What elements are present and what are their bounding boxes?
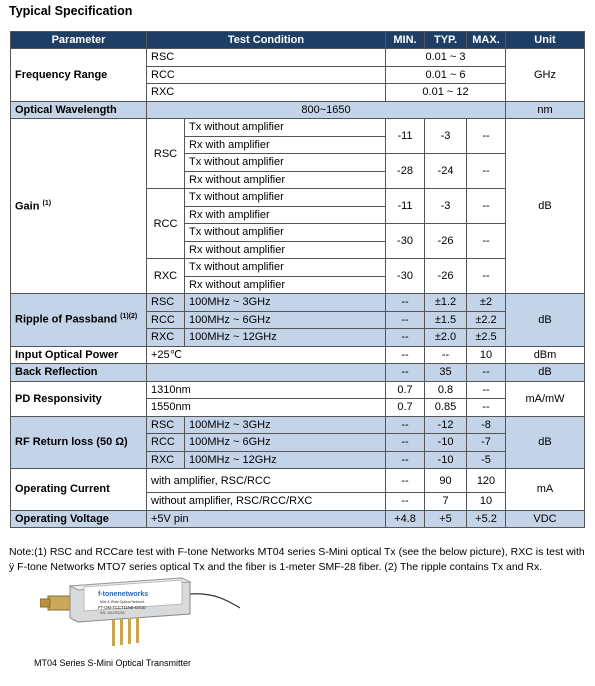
cell-unit: dB [506,364,585,382]
cell-code: RSC [147,416,185,434]
pin [120,619,123,645]
cell-typ: -- [425,346,467,364]
cell-max: -8 [467,416,506,434]
cell-min: -30 [386,259,425,294]
cell-range: 100MHz ~ 6GHz [185,311,386,329]
cell-typ: 0.01 ~ 3 [386,49,506,67]
cell-typ: -26 [425,259,467,294]
cell-typ: -26 [425,224,467,259]
cell-code: RCC [147,311,185,329]
table-row [11,101,585,119]
header-test-condition: Test Condition [147,32,386,49]
label-line: Mini & Wide Optical Network [100,600,145,604]
cell-cond: Tx without amplifier [185,224,386,242]
header-max: MAX. [467,32,506,49]
cell-typ: 90 [425,469,467,493]
cell-min: -- [386,329,425,347]
cell-min: -- [386,311,425,329]
table-row [11,510,585,528]
cell-range: 100MHz ~ 6GHz [185,434,386,452]
cell-cond: Tx without amplifier [185,259,386,277]
param-back-reflection: Back Reflection [11,364,147,382]
cell-typ: -3 [425,189,467,224]
cell-typ: 7 [425,493,467,511]
cell-unit: mA/mW [506,381,585,416]
cell-range: 100MHz ~ 12GHz [185,329,386,347]
gain-group-label: RXC [147,259,185,294]
cell-cond: RCC [147,66,386,84]
cell-max: -- [467,399,506,417]
cell-min: -- [386,434,425,452]
table-row [11,381,585,399]
cell-max: +5.2 [467,510,506,528]
cell-cond: Tx without amplifier [185,189,386,207]
cell-min: -11 [386,189,425,224]
cell-max: -5 [467,451,506,469]
pin [128,618,131,644]
fiber-cable [190,594,240,608]
pin [112,620,115,646]
cell-cond: Tx without amplifier [185,154,386,172]
cell-cond [147,364,386,382]
cell-cond: RXC [147,84,386,102]
cell-code: RSC [147,294,185,312]
cell-code: RCC [147,434,185,452]
cell-typ: +5 [425,510,467,528]
photo-caption: MT04 Series S-Mini Optical Transmitter [34,658,192,668]
cell-max: ±2.2 [467,311,506,329]
cell-typ: ±1.2 [425,294,467,312]
label-line: S/N: 1811001234 [100,611,125,615]
cell-min: -- [386,493,425,511]
cell-cond: Rx with amplifier [185,136,386,154]
cell-unit: dB [506,119,585,294]
header-typ: TYP. [425,32,467,49]
cell-max: -- [467,364,506,382]
param-operating-voltage: Operating Voltage [11,510,147,528]
cell-max: -7 [467,434,506,452]
cell-unit: VDC [506,510,585,528]
footnote-ref: (1) [42,199,52,207]
cell-typ: 0.85 [425,399,467,417]
cell-max: -- [467,154,506,189]
cell-max: -- [467,119,506,154]
cell-typ: -24 [425,154,467,189]
gain-group-label: RSC [147,119,185,189]
cell-cond: Rx without amplifier [185,241,386,259]
cell-cond: without amplifier, RSC/RCC/RXC [147,493,386,511]
cell-typ: -3 [425,119,467,154]
footnote-ref: (1)(2) [120,313,138,321]
cell-cond: Rx without amplifier [185,276,386,294]
cell-min: 0.7 [386,399,425,417]
cell-min: +4.8 [386,510,425,528]
label-line: FT-OM-TCCT11NE-DS10 [98,605,146,610]
param-pd-responsivity: PD Responsivity [11,381,147,416]
cell-range: 100MHz ~ 3GHz [185,294,386,312]
cell-max: -- [467,259,506,294]
cell-min: -28 [386,154,425,189]
sma-connector [48,596,70,610]
pin [136,617,139,643]
table-row [11,346,585,364]
cell-typ: 0.8 [425,381,467,399]
cell-typ: 0.01 ~ 6 [386,66,506,84]
cell-unit: GHz [506,49,585,102]
cell-typ: 0.01 ~ 12 [386,84,506,102]
cell-max: 120 [467,469,506,493]
table-header [11,32,585,49]
cell-unit: dBm [506,346,585,364]
cell-cond: 1310nm [147,381,386,399]
param-input-optical-power: Input Optical Power [11,346,147,364]
cell-unit: mA [506,469,585,511]
cell-max: ±2 [467,294,506,312]
footnote: Note:(1) RSC and RCCare test with F-tone Networks MT04 series S-Mini optical Tx (see the below picture), RXC is test with ÿ F-tone Networks MTO7 series optical Tx and the fiber is 1-meter SMF-28 fiber. (2) The ripple contains Tx and Rx. [9,546,585,573]
cell-min: 0.7 [386,381,425,399]
cell-cond: 1550nm [147,399,386,417]
cell-cond: +5V pin [147,510,386,528]
param-optical-wavelength: Optical Wavelength [11,101,147,119]
cell-typ: 35 [425,364,467,382]
header-unit: Unit [506,32,585,49]
cell-unit: nm [506,101,585,119]
page-title: Typical Specification [9,4,133,18]
table-row [11,364,585,382]
cell-cond: +25℃ [147,346,386,364]
param-operating-current: Operating Current [11,469,147,511]
cell-typ: ±1.5 [425,311,467,329]
header-parameter: Parameter [11,32,147,49]
cell-typ: -12 [425,416,467,434]
cell-max: 10 [467,493,506,511]
cell-range: 100MHz ~ 12GHz [185,451,386,469]
brand-logo: f-tonenetworks [98,591,149,598]
cell-cond: Tx without amplifier [185,119,386,137]
cell-range: 100MHz ~ 3GHz [185,416,386,434]
cell-value: 800~1650 [147,101,506,119]
cell-min: -30 [386,224,425,259]
cell-min: -- [386,451,425,469]
cell-max: -- [467,224,506,259]
cell-cond: Rx with amplifier [185,206,386,224]
gain-group-label: RCC [147,189,185,259]
param-frequency-range: Frequency Range [11,49,147,102]
cell-code: RXC [147,329,185,347]
cell-min: -- [386,469,425,493]
param-gain: Gain $^{(1)}$ [11,119,147,294]
table-row [11,469,585,493]
spec-table [10,31,585,528]
cell-typ: ±2.0 [425,329,467,347]
cell-max: -- [467,381,506,399]
cell-cond: Rx without amplifier [185,171,386,189]
table-row [11,294,585,312]
cell-min: -- [386,416,425,434]
cell-max: ±2.5 [467,329,506,347]
param-ripple: Ripple of Passband $^{(1)(2)}$ [11,294,147,347]
header-min: MIN. [386,32,425,49]
cell-max: -- [467,189,506,224]
cell-typ: -10 [425,434,467,452]
param-rf-return-loss: RF Return loss (50 Ω) [11,416,147,469]
cell-max: 10 [467,346,506,364]
cell-code: RXC [147,451,185,469]
cell-min: -11 [386,119,425,154]
table-row [11,49,585,67]
cell-min: -- [386,346,425,364]
cell-min: -- [386,294,425,312]
transmitter-photo [40,572,240,652]
table-row [11,119,585,137]
cell-cond: RSC [147,49,386,67]
cell-min: -- [386,364,425,382]
cell-unit: dB [506,294,585,347]
cell-typ: -10 [425,451,467,469]
cell-unit: dB [506,416,585,469]
table-row [11,416,585,434]
cell-cond: with amplifier, RSC/RCC [147,469,386,493]
